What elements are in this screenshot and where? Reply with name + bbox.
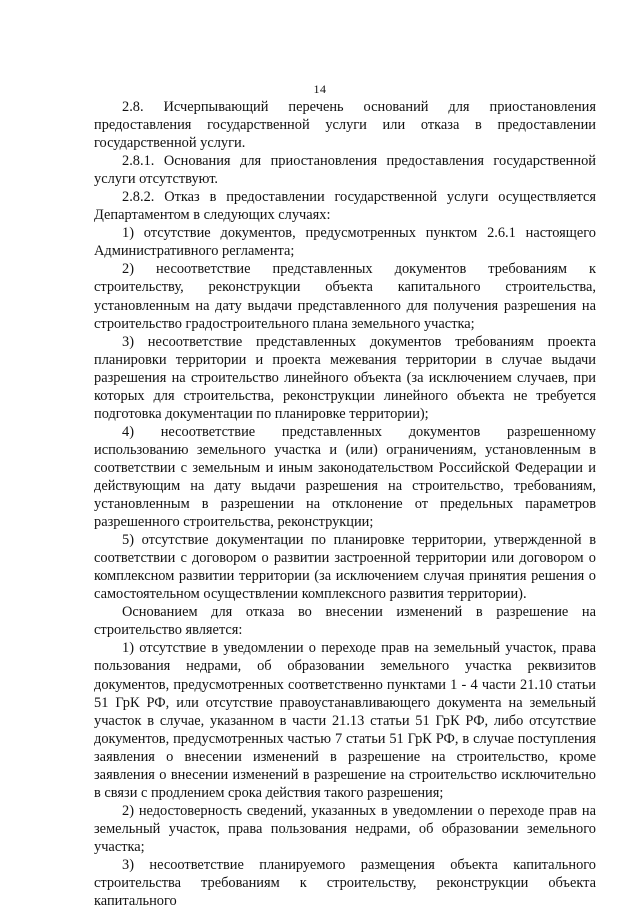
section-2-8-1: 2.8.1. Основания для приостановления предоставления государственной услуги отсутствуют. (94, 153, 596, 188)
amendment-refusal-intro: Основанием для отказа во внесении изменений в разрешение на строительство является: (94, 604, 596, 639)
refusal-item-3: 3) несоответствие представленных документов требованиям проекта планировки территории и проекта межевания территории в случае выдачи разрешения на строительство линейного объекта (за исключением случаев, при которых для строительства, реконструкции линейного объекта не требуется подготовка документации по планировке территории); (94, 333, 596, 422)
refusal-item-1: 1) отсутствие документов, предусмотренных пунктом 2.6.1 настоящего Административного регламента; (94, 225, 596, 260)
section-2-8-2: 2.8.2. Отказ в предоставлении государственной услуги осуществляется Департаментом в следующих случаях: (94, 189, 596, 224)
document-body (94, 98, 596, 910)
refusal-item-5: 5) отсутствие документации по планировке территории, утвержденной в соответствии с договором о развитии застроенной территории или договором о комплексном развитии территории (за исключением случая принятия решения о самостоятельном осуществлении комплексного развития территории). (94, 532, 596, 603)
amendment-item-1: 1) отсутствие в уведомлении о переходе прав на земельный участок, права пользования недрами, об образовании земельного участка реквизитов документов, предусмотренных соответственно пунктами 1 - 4 части 21.10 статьи 51 ГрК РФ, или отсутствие правоустанавливающего документа на земельный участок в случае, указанном в части 21.13 статьи 51 ГрК РФ, либо отсутствие документов, предусмотренных частью 7 статьи 51 ГрК РФ, в случае поступления заявления о внесении изменений в разрешение на строительство, кроме заявления о внесении изменений в разрешение на строительство исключительно в связи с продлением срока действия такого разрешения; (94, 640, 596, 801)
refusal-item-4: 4) несоответствие представленных документов разрешенному использованию земельного участка и (или) ограничениям, установленным в соответствии с земельным и иным законодательством Российской Федерации и действующим на дату выдачи разрешения на строительство, требованиям, установленным в разрешении на отклонение от предельных параметров разрешенного строительства, реконструкции; (94, 423, 596, 531)
amendment-item-3: 3) несоответствие планируемого размещения объекта капитального строительства требованиям к строительству, реконструкции объекта капитального (94, 856, 596, 910)
refusal-item-2: 2) несоответствие представленных документов требованиям к строительству, реконструкции объекта капитального строительства, установленным на дату выдачи представленного для получения разрешения на строительство градостроительного плана земельного участка; (94, 261, 596, 332)
amendment-item-2: 2) недостоверность сведений, указанных в уведомлении о переходе прав на земельный участок, права пользования недрами, об образовании земельного участка; (94, 802, 596, 855)
section-2-8-heading: 2.8. Исчерпывающий перечень оснований для приостановления предоставления государственной услуги или отказа в предоставлении государственной услуги. (94, 99, 596, 152)
page-number: 14 (313, 82, 327, 96)
